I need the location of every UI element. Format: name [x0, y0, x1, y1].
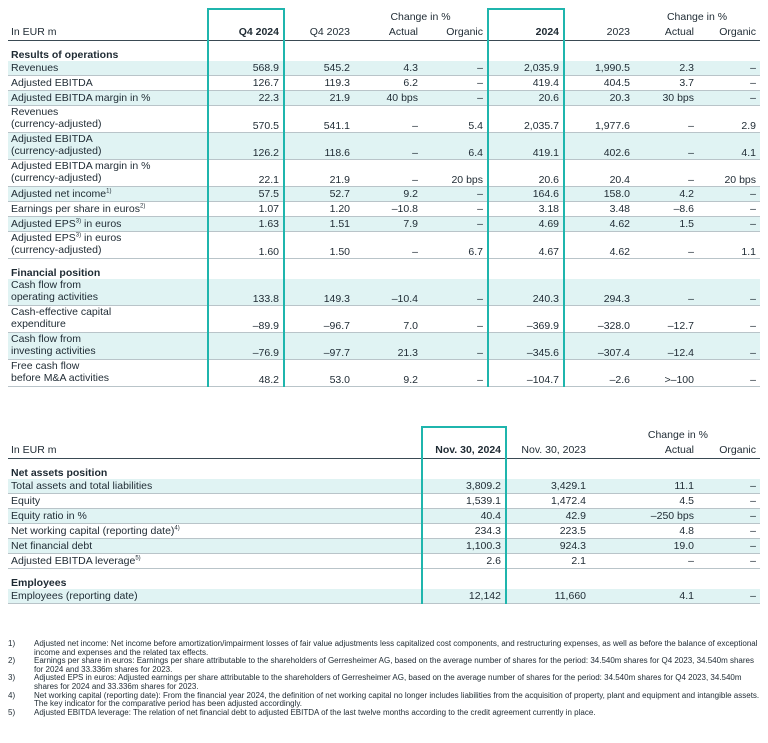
value-q4-2023: 1.51 [284, 217, 354, 232]
value-change-actual: 3.7 [634, 76, 698, 91]
row-label-line2: expenditure [11, 318, 66, 330]
row-label-text: Adjusted EBITDA [11, 77, 93, 89]
value-2023: 3.48 [564, 202, 634, 217]
row-label [8, 494, 422, 509]
value-2024: 419.4 [488, 76, 564, 91]
section-title: Financial position [11, 267, 101, 279]
table-row [8, 91, 760, 106]
value-2023: –2.6 [564, 360, 634, 387]
value-nov-2023: 11,660 [506, 589, 590, 604]
value-2023: 158.0 [564, 187, 634, 202]
value-change-organic: – [698, 589, 760, 604]
row-label-tail: in euros [81, 232, 122, 244]
column-header: 2024 [488, 24, 564, 41]
value-change-organic: – [422, 202, 488, 217]
table-row [8, 61, 760, 76]
value-change-organic: – [698, 360, 760, 387]
value-change-actual: 7.9 [354, 217, 422, 232]
value-change-organic: 1.1 [698, 232, 760, 259]
value-q4-2023: 545.2 [284, 61, 354, 76]
value-2024: –345.6 [488, 333, 564, 360]
column-header: 2023 [564, 24, 634, 41]
footnote-text: Adjusted net income: Net income before amortization/impairment losses of fair value adjustments less capitalized cost components, and restructuring expenses, as well as before the balance of exceptional income and expenses and the related tax effects. [34, 639, 758, 657]
value-change-organic: – [698, 494, 760, 509]
value-q4-2024: 568.9 [208, 61, 284, 76]
value-nov-2024: 1,100.3 [422, 539, 506, 554]
value-q4-2023: 21.9 [284, 160, 354, 187]
value-q4-2023: 21.9 [284, 91, 354, 106]
row-label-text: Employees (reporting date) [11, 590, 138, 602]
value-change-organic: – [698, 91, 760, 106]
footnote-text: Net working capital (reporting date): From the financial year 2024, the definition of net working capital no longer includes liabilities from the acquisition of property, plant and equipment and intangible assets. The key indicator for the comparative period has been adjusted accordingly. [34, 690, 760, 709]
row-label-text: Adjusted EBITDA margin in % [11, 160, 151, 172]
value-change-actual: –12.7 [634, 306, 698, 333]
row-label-text: Cash flow from [11, 279, 82, 291]
row-label-line2: (currency-adjusted) [11, 118, 102, 130]
value-q4-2023: –97.7 [284, 333, 354, 360]
column-header: Actual [634, 24, 698, 41]
row-label-text: Revenues [11, 62, 59, 74]
value-change-organic: – [698, 187, 760, 202]
unit-label: In EUR m [8, 442, 422, 459]
value-change-organic: – [698, 217, 760, 232]
value-change-actual: –10.4 [354, 279, 422, 306]
value-change-actual: –250 bps [590, 509, 698, 524]
section-row [8, 41, 760, 62]
value-change-organic: – [698, 61, 760, 76]
value-change-actual: 11.1 [590, 479, 698, 494]
row-label [8, 279, 208, 306]
value-change-actual: 4.1 [590, 589, 698, 604]
table-row [8, 160, 760, 187]
change-header: Change in % [390, 10, 451, 23]
row-label-text: Revenues [11, 106, 59, 118]
column-header: Actual [590, 442, 698, 459]
value-change-organic: – [698, 76, 760, 91]
row-label [8, 187, 208, 202]
row-label-text: Equity [11, 495, 41, 507]
column-header: Organic [698, 442, 760, 459]
value-change-actual: – [634, 160, 698, 187]
value-change-organic: – [422, 76, 488, 91]
footnote-text: Adjusted EPS in euros: Adjusted earnings per share attributable to the shareholders of Gerresheimer AG, based on the average number of shares for the period: 34.540m shares for Q4 2023, 34.540m shares for 2024 and 33.336m shares for 2023. [34, 673, 742, 691]
row-label-text: Cash flow from [11, 333, 82, 345]
row-label [8, 160, 208, 187]
footnote-ref: 3) [75, 232, 82, 239]
value-2024: 240.3 [488, 279, 564, 306]
row-label [8, 509, 422, 524]
value-change-actual: 40 bps [354, 91, 422, 106]
row-label-text: Earnings per share in euros [11, 203, 140, 215]
table-row [8, 524, 760, 539]
value-change-actual: 4.2 [634, 187, 698, 202]
value-2023: 294.3 [564, 279, 634, 306]
value-change-actual: – [354, 106, 422, 133]
value-2024: 2,035.7 [488, 106, 564, 133]
section-title: Net assets position [11, 467, 108, 479]
value-nov-2023: 2.1 [506, 554, 590, 569]
row-label-line2: (currency-adjusted) [11, 172, 102, 184]
value-change-actual: 6.2 [354, 76, 422, 91]
value-2024: 2,035.9 [488, 61, 564, 76]
table-row [8, 133, 760, 160]
value-change-organic: – [698, 509, 760, 524]
value-q4-2024: 126.2 [208, 133, 284, 160]
row-label [8, 479, 422, 494]
value-q4-2024: 126.7 [208, 76, 284, 91]
table-row [8, 479, 760, 494]
value-2023: 1,977.6 [564, 106, 634, 133]
value-q4-2023: 118.6 [284, 133, 354, 160]
row-label-text: Adjusted net income [11, 188, 107, 200]
footnote-ref: 3) [75, 218, 82, 225]
row-label [8, 61, 208, 76]
table-row [8, 279, 760, 306]
value-2024: 3.18 [488, 202, 564, 217]
value-2023: 4.62 [564, 217, 634, 232]
value-q4-2023: 53.0 [284, 360, 354, 387]
value-q4-2024: 1.07 [208, 202, 284, 217]
value-change-actual: 30 bps [634, 91, 698, 106]
value-nov-2024: 12,142 [422, 589, 506, 604]
table-row [8, 360, 760, 387]
row-label-text: Adjusted EBITDA margin in % [11, 92, 151, 104]
value-change-organic: 6.4 [422, 133, 488, 160]
row-label-text: Adjusted EBITDA [11, 133, 93, 145]
section-row [8, 259, 760, 280]
value-change-organic: – [422, 360, 488, 387]
value-change-actual: 19.0 [590, 539, 698, 554]
value-change-actual: 4.5 [590, 494, 698, 509]
value-change-actual: 4.8 [590, 524, 698, 539]
row-label-line2: (currency-adjusted) [11, 244, 102, 256]
balance-sheet-table [8, 426, 760, 604]
value-2023: –307.4 [564, 333, 634, 360]
value-change-organic: 2.9 [698, 106, 760, 133]
row-label-text: Equity ratio in % [11, 510, 87, 522]
row-label [8, 360, 208, 387]
value-q4-2023: 52.7 [284, 187, 354, 202]
value-q4-2024: 48.2 [208, 360, 284, 387]
table-row [8, 509, 760, 524]
value-2023: 20.4 [564, 160, 634, 187]
value-change-organic: – [698, 333, 760, 360]
value-change-organic: – [698, 279, 760, 306]
table-row [8, 217, 760, 232]
value-q4-2024: –76.9 [208, 333, 284, 360]
row-label-text: Adjusted EBITDA leverage [11, 555, 136, 567]
row-label [8, 589, 422, 604]
header-row [8, 427, 760, 442]
section-row [8, 459, 760, 480]
value-change-organic: – [422, 187, 488, 202]
section-title: Results of operations [11, 49, 119, 61]
value-change-actual: 9.2 [354, 360, 422, 387]
footnote [8, 657, 760, 674]
value-nov-2023: 3,429.1 [506, 479, 590, 494]
value-change-actual: – [354, 133, 422, 160]
row-label [8, 91, 208, 106]
row-label [8, 217, 208, 232]
row-label-line2: operating activities [11, 291, 98, 303]
value-2024: 20.6 [488, 160, 564, 187]
value-change-actual: – [634, 106, 698, 133]
row-label [8, 232, 208, 259]
section-title: Employees [11, 577, 67, 589]
value-nov-2024: 234.3 [422, 524, 506, 539]
value-q4-2023: 541.1 [284, 106, 354, 133]
row-label-line2: investing activities [11, 345, 96, 357]
value-change-organic: – [698, 202, 760, 217]
value-q4-2023: 149.3 [284, 279, 354, 306]
footnote-text: Earnings per share in euros: Earnings per share attributable to the shareholders of Gerresheimer AG, based on the average number of shares for the period: 34.540m shares for Q4 2023, 34.540m shares for 2024 and 33.336m shares for 2023. [34, 656, 754, 674]
column-header: Q4 2023 [284, 24, 354, 41]
value-change-organic: – [422, 61, 488, 76]
column-header-row [8, 442, 760, 459]
value-change-actual: 9.2 [354, 187, 422, 202]
value-change-actual: – [634, 279, 698, 306]
value-q4-2024: 1.60 [208, 232, 284, 259]
value-change-organic: – [422, 217, 488, 232]
footnote-text: Adjusted EBITDA leverage: The relation of net financial debt to adjusted EBITDA of the last twelve months according to the credit agreement currently in place. [34, 707, 596, 717]
value-change-organic: – [422, 279, 488, 306]
column-header: Organic [422, 24, 488, 41]
value-q4-2024: –89.9 [208, 306, 284, 333]
column-header: Organic [698, 24, 760, 41]
value-nov-2023: 1,472.4 [506, 494, 590, 509]
footnote-ref: 5) [135, 555, 141, 562]
column-header: Nov. 30, 2024 [422, 442, 506, 459]
value-q4-2023: 1.50 [284, 232, 354, 259]
section-row [8, 569, 760, 590]
footnote [8, 692, 760, 709]
value-q4-2024: 22.1 [208, 160, 284, 187]
value-change-organic: – [698, 524, 760, 539]
column-header-row [8, 24, 760, 41]
row-label-line2: before M&A activities [11, 372, 110, 384]
row-label [8, 333, 208, 360]
value-nov-2024: 1,539.1 [422, 494, 506, 509]
row-label-text: Total assets and total liabilities [11, 480, 153, 492]
table-row [8, 106, 760, 133]
row-label-line2: (currency-adjusted) [11, 145, 102, 157]
footnote-number: 3) [8, 673, 16, 683]
value-change-organic: – [698, 479, 760, 494]
value-change-organic: 5.4 [422, 106, 488, 133]
footnote [8, 640, 760, 657]
value-change-organic: – [422, 333, 488, 360]
change-header: Change in % [647, 428, 708, 441]
value-q4-2024: 57.5 [208, 187, 284, 202]
footnote-number: 4) [8, 690, 16, 700]
table-row [8, 232, 760, 259]
value-2023: 404.5 [564, 76, 634, 91]
value-2023: 4.62 [564, 232, 634, 259]
table-row [8, 539, 760, 554]
row-label [8, 202, 208, 217]
unit-label: In EUR m [8, 24, 208, 41]
value-2023: 20.3 [564, 91, 634, 106]
value-change-organic: 20 bps [422, 160, 488, 187]
footnote-number: 2) [8, 656, 16, 666]
table-row [8, 202, 760, 217]
row-label-text: Net working capital (reporting date) [11, 525, 175, 537]
value-2023: 1,990.5 [564, 61, 634, 76]
column-header: Actual [354, 24, 422, 41]
footnote-number: 1) [8, 639, 16, 648]
value-nov-2024: 40.4 [422, 509, 506, 524]
table-row [8, 554, 760, 569]
value-2024: 4.67 [488, 232, 564, 259]
table-row [8, 187, 760, 202]
row-label-text: Free cash flow [11, 360, 80, 372]
row-label-text: Cash-effective capital [11, 306, 112, 318]
table-row [8, 589, 760, 604]
value-2024: 419.1 [488, 133, 564, 160]
footnotes [8, 640, 760, 717]
footnote-ref: 1) [106, 188, 112, 195]
table-row [8, 333, 760, 360]
row-label [8, 306, 208, 333]
column-header: Q4 2024 [208, 24, 284, 41]
row-label-text: Adjusted EPS [11, 232, 76, 244]
row-label-tail: in euros [81, 218, 122, 230]
value-change-organic: – [698, 539, 760, 554]
value-2024: 4.69 [488, 217, 564, 232]
value-change-actual: – [590, 554, 698, 569]
value-change-actual: 21.3 [354, 333, 422, 360]
value-2024: 20.6 [488, 91, 564, 106]
value-q4-2024: 1.63 [208, 217, 284, 232]
footnote-number: 5) [8, 707, 16, 717]
value-change-actual: >–100 [634, 360, 698, 387]
value-2024: 164.6 [488, 187, 564, 202]
value-change-actual: – [354, 232, 422, 259]
column-header: Nov. 30, 2023 [506, 442, 590, 459]
value-2024: –104.7 [488, 360, 564, 387]
value-change-organic: 4.1 [698, 133, 760, 160]
value-2024: –369.9 [488, 306, 564, 333]
value-nov-2024: 3,809.2 [422, 479, 506, 494]
table-row [8, 494, 760, 509]
value-q4-2023: –96.7 [284, 306, 354, 333]
value-2023: 402.6 [564, 133, 634, 160]
value-change-actual: 7.0 [354, 306, 422, 333]
footnote [8, 709, 760, 718]
value-change-actual: –8.6 [634, 202, 698, 217]
value-q4-2024: 22.3 [208, 91, 284, 106]
row-label-text: Adjusted EPS [11, 218, 76, 230]
footnote [8, 674, 760, 691]
footnote-ref: 4) [174, 525, 180, 532]
row-label [8, 133, 208, 160]
performance-table [8, 8, 760, 387]
value-2023: –328.0 [564, 306, 634, 333]
value-q4-2024: 570.5 [208, 106, 284, 133]
row-label [8, 524, 422, 539]
value-nov-2024: 2.6 [422, 554, 506, 569]
value-change-organic: – [698, 306, 760, 333]
value-change-actual: –10.8 [354, 202, 422, 217]
value-q4-2023: 1.20 [284, 202, 354, 217]
value-change-organic: – [698, 554, 760, 569]
value-nov-2023: 223.5 [506, 524, 590, 539]
value-change-actual: –12.4 [634, 333, 698, 360]
row-label [8, 106, 208, 133]
value-change-actual: 1.5 [634, 217, 698, 232]
value-change-actual: 2.3 [634, 61, 698, 76]
header-row [8, 9, 760, 24]
row-label [8, 554, 422, 569]
value-nov-2023: 42.9 [506, 509, 590, 524]
change-header: Change in % [666, 10, 728, 23]
row-label [8, 76, 208, 91]
value-change-organic: – [422, 91, 488, 106]
value-change-actual: – [634, 232, 698, 259]
table-row [8, 306, 760, 333]
table-row [8, 76, 760, 91]
value-change-organic: 20 bps [698, 160, 760, 187]
footnote-ref: 2) [140, 203, 146, 210]
value-change-actual: – [354, 160, 422, 187]
value-q4-2023: 119.3 [284, 76, 354, 91]
value-change-actual: – [634, 133, 698, 160]
value-q4-2024: 133.8 [208, 279, 284, 306]
value-nov-2023: 924.3 [506, 539, 590, 554]
row-label [8, 539, 422, 554]
row-label-text: Net financial debt [11, 540, 93, 552]
value-change-organic: – [422, 306, 488, 333]
value-change-actual: 4.3 [354, 61, 422, 76]
value-change-organic: 6.7 [422, 232, 488, 259]
